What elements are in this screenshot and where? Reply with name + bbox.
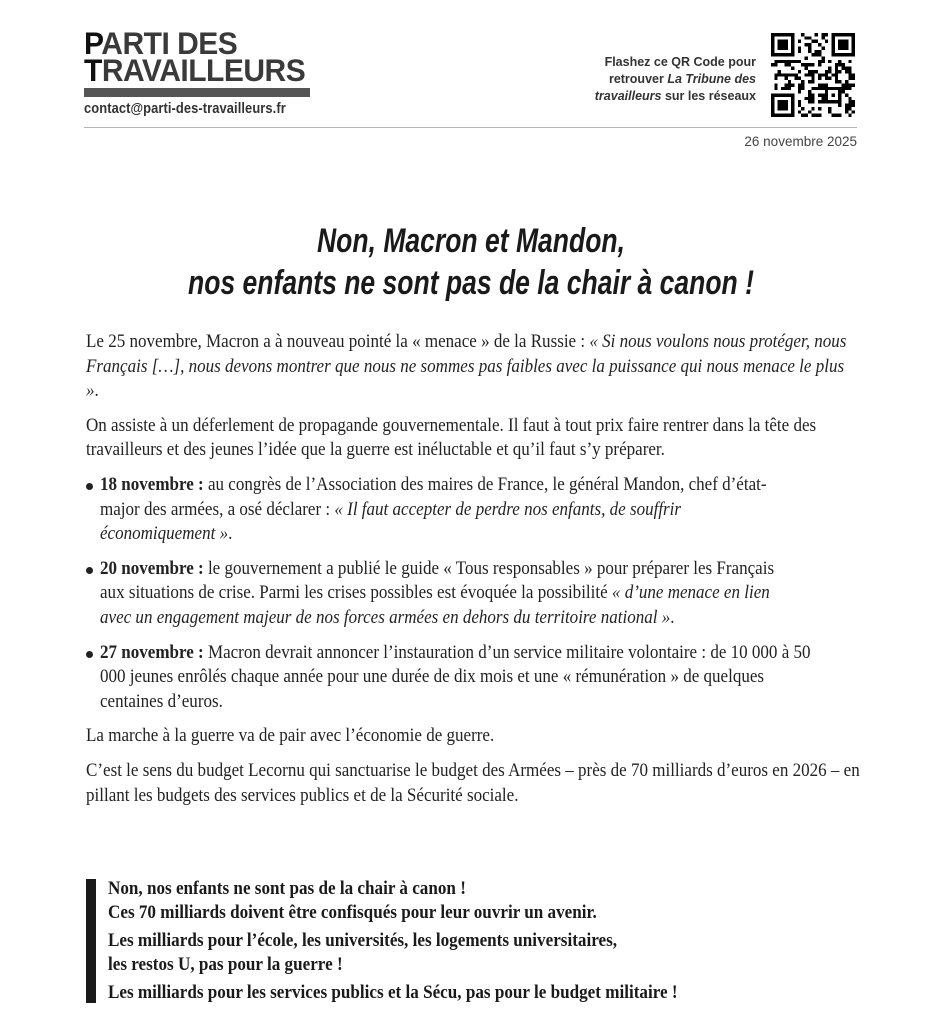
war-economy-paragraph: La marche à la guerre va de pair avec l’économie de guerre. [86,726,495,747]
party-logo [84,26,312,97]
headline-line-1: Non, Macron et Mandon, [317,222,625,260]
logo-line-2: TRAVAILLEURS [84,53,306,89]
demands-callout [86,877,888,1005]
timeline-item-20-nov: 20 novembre : le gouvernement a publié le guide « Tous responsables » pour préparer les Français aux situations de crise. Parmi les crises possibles est évoquée la possibilité « d’une menace en lien avec un engagement majeur de nos forces armées en dehors du territoire national ». [86,557,861,631]
bullet-icon [86,483,93,490]
callout-line-5: Les milliards pour les services publics et la Sécu, pas pour le budget militaire ! [108,982,678,1003]
header-divider [84,127,857,128]
logo-line-1: PARTI DES [84,26,238,62]
headline-line-2: nos enfants ne sont pas de la chair à canon ! [188,264,754,302]
budget-paragraph: C’est le sens du budget Lecornu qui sanctuarise le budget des Armées – près de 70 milliards d’euros en 2026 – en pillant les budgets des services publics et de la Sécurité sociale. [86,760,860,806]
publication-date: 26 novembre 2025 [744,134,857,149]
contact-email-link[interactable]: contact@parti-des-travailleurs.fr [84,100,286,117]
bullet-icon [86,567,93,574]
qr-code-icon[interactable] [771,33,855,117]
callout-line-4: les restos U, pas pour la guerre ! [108,954,343,975]
logo-underline-bar [84,88,310,97]
qr-caption: Flashez ce QR Code pour retrouver La Tribune des travailleurs sur les réseaux [594,55,756,103]
timeline-item-18-nov: 18 novembre : au congrès de l’Association des maires de France, le général Mandon, chef d’état-major des armées, a osé déclarer : « Il faut accepter de perdre nos enfants, de souffrir économiquement ». [86,473,861,547]
propaganda-paragraph: On assiste à un déferlement de propagande gouvernementale. Il faut à tout prix faire rentrer dans la tête des travailleurs et des jeunes l’idée que la guerre est inéluctable et qu’il faut s’y préparer. [86,415,817,461]
callout-line-2: Ces 70 milliards doivent être confisqués pour leur ouvrir un avenir. [108,902,597,923]
timeline-item-27-nov: 27 novembre : Macron devrait annoncer l’instauration d’un service militaire volontaire : de 10 000 à 50 000 jeunes enrôlés chaque année pour une durée de dix mois et une « rémunération » de quelques centaines d’euros. [86,641,861,715]
article-body [86,330,861,818]
macron-quote: « Si nous voulons nous protéger, nous Français […], nous devons montrer que nous ne sommes pas faibles avec la puissance qui nous menace le plus » [86,332,847,402]
callout-line-1: Non, nos enfants ne sont pas de la chair à canon ! [108,878,466,899]
callout-bar [86,879,96,1003]
bullet-icon [86,651,93,658]
headline [0,220,942,304]
callout-line-3: Les milliards pour l’école, les universités, les logements universitaires, [108,930,617,951]
intro-paragraph: Le 25 novembre, Macron a à nouveau pointé la « menace » de la Russie : « Si nous voulons nous protéger, nous Français […], nous devons montrer que nous ne sommes pas faibles avec la puissance qui nous menace le plus ». [86,332,847,402]
